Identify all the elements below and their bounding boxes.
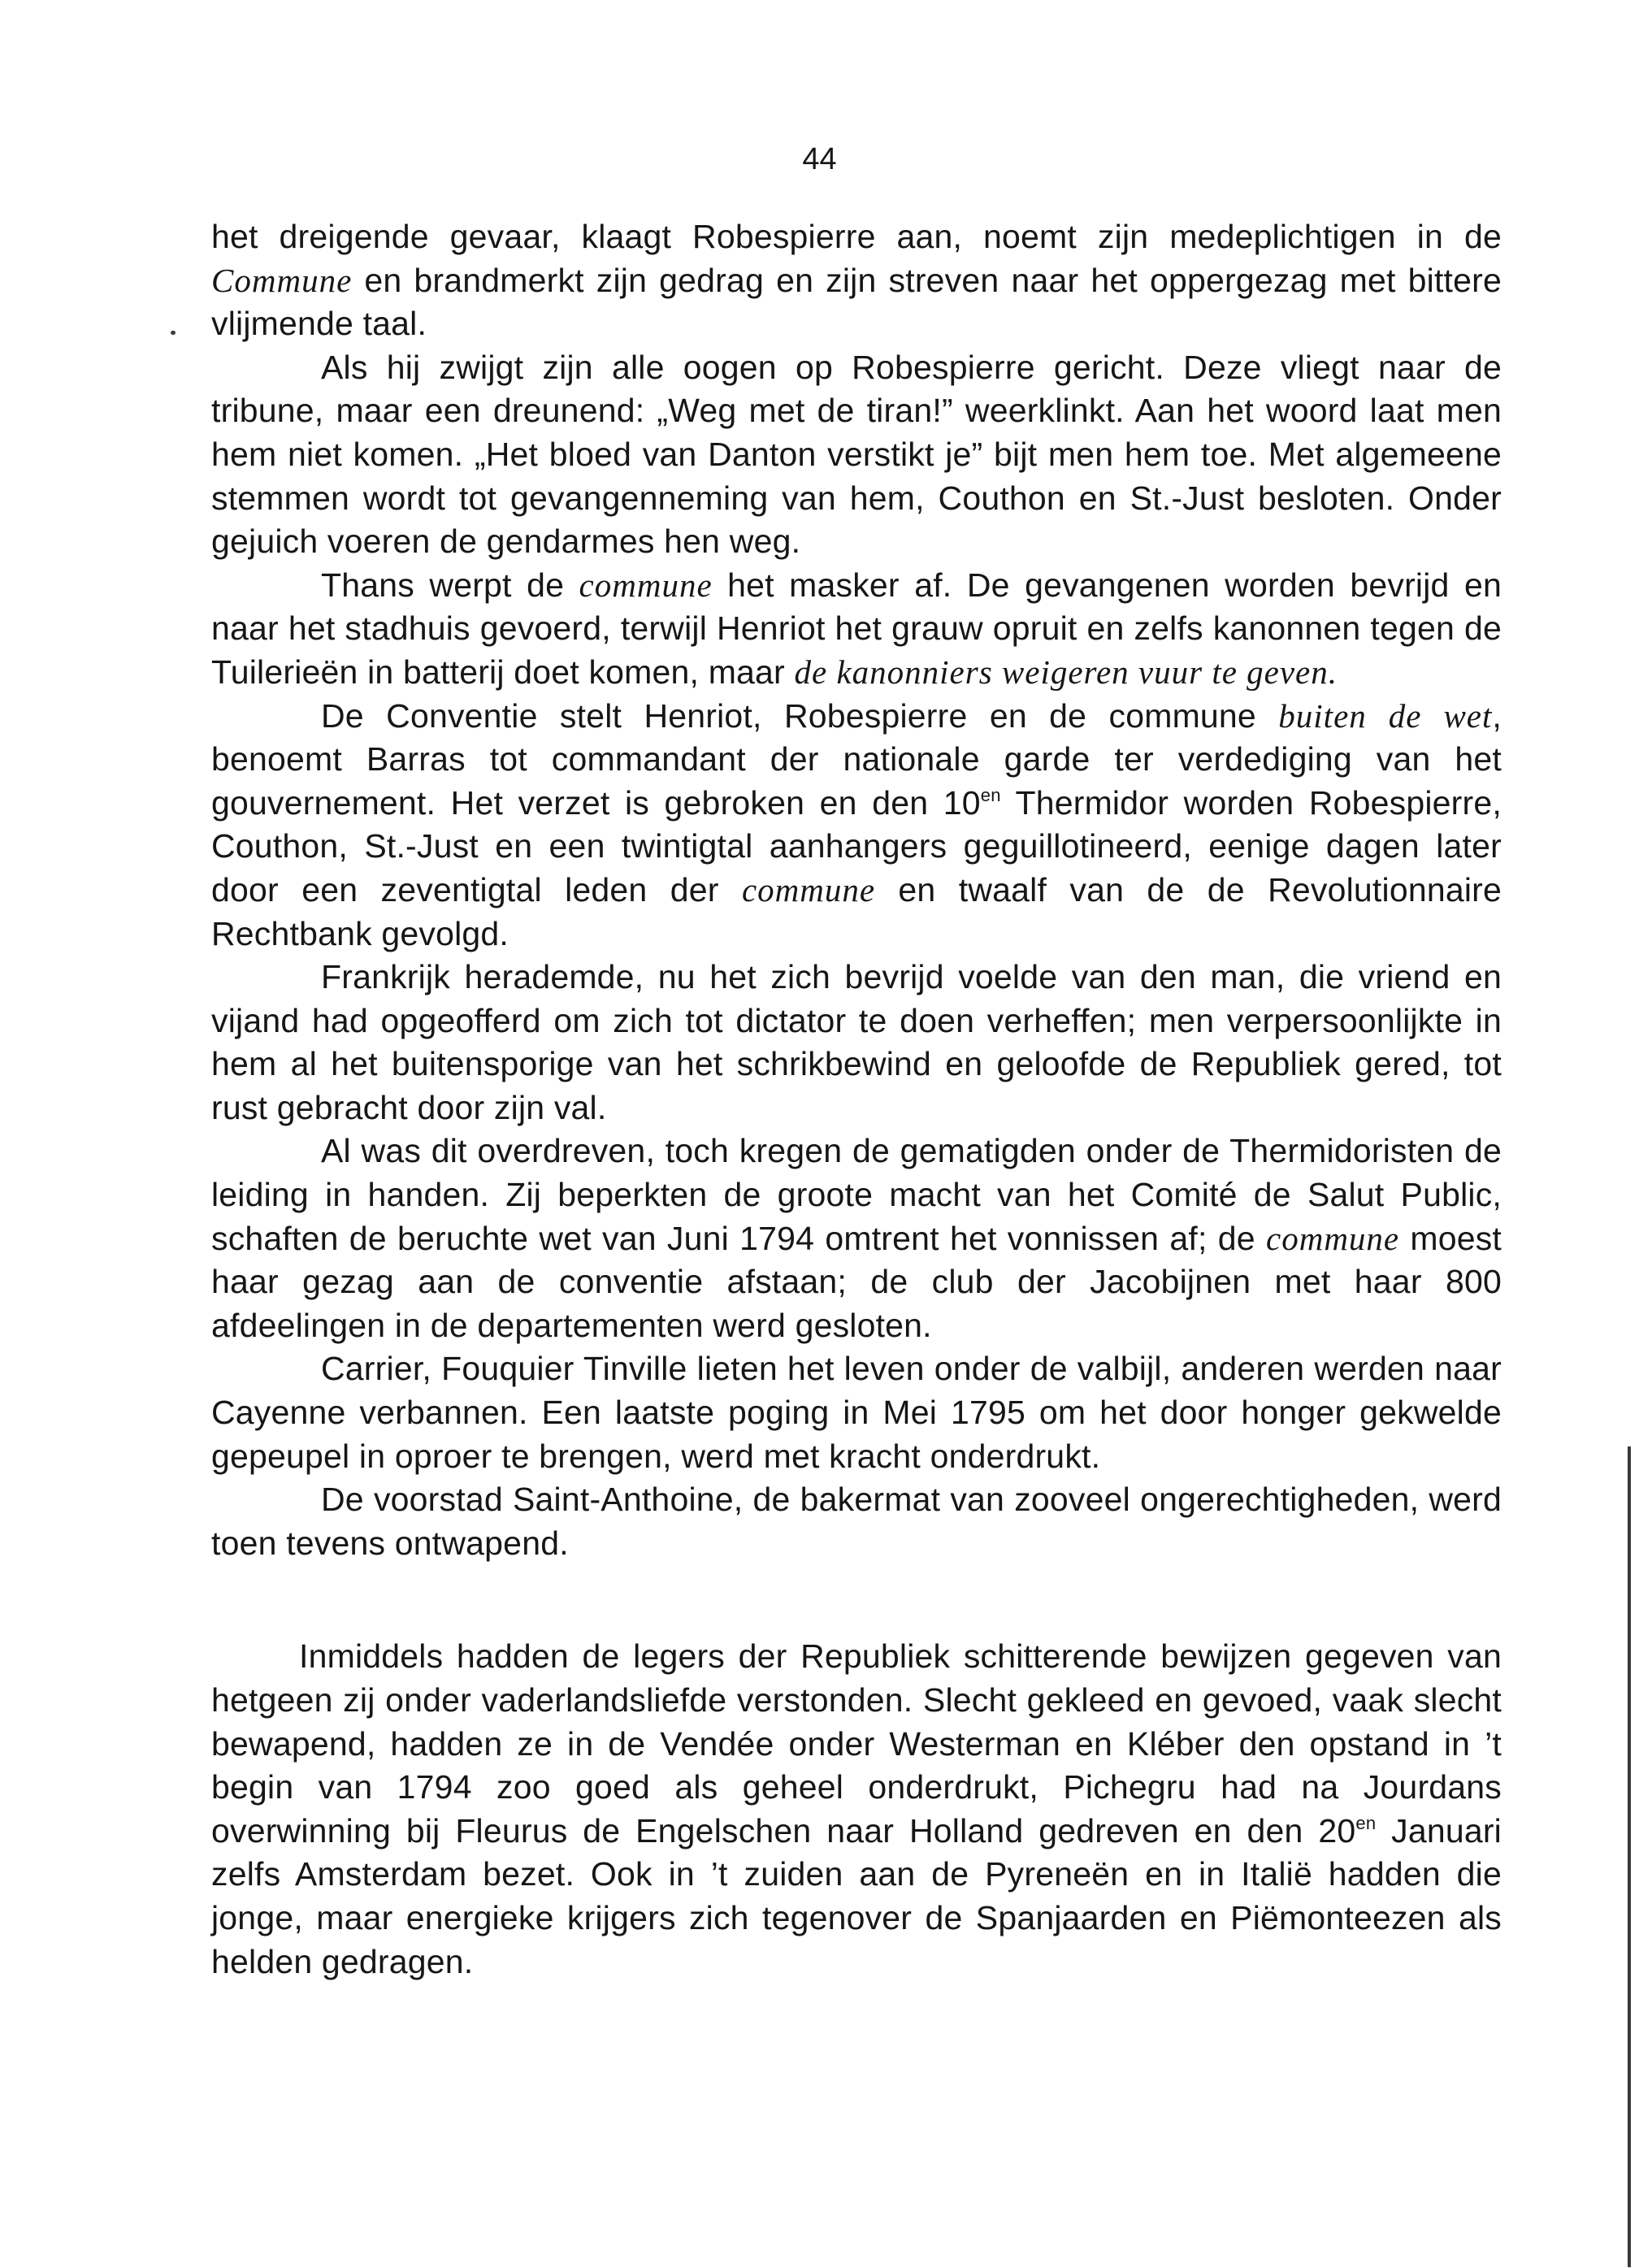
italic-term: commune [579,566,713,604]
paragraph-7 [211,1347,1502,1478]
text-run: Al was dit overdreven, toch kregen de gematigden onder de Thermidoristen de leiding in handen. Zij beperkten de groote macht van het Comité de Salut Public, schaften de beruchte wet van Juni 1794 omtrent het vonnissen af; de [211,1132,1502,1257]
text-run: Carrier, Fouquier Tinville lieten het leven onder de valbijl, anderen werden naar Cayenne verbannen. Een laatste poging in Mei 1795 om het door honger gekwelde gepeupel in oproer te brengen, werd met kracht onderdrukt. [211,1350,1502,1475]
text-run: Januari zelfs Amsterdam bezet. Ook in ’t zuiden aan de Pyreneën en in Italië hadden die jonge, maar energieke krijgers zich tegenover de Spanjaarden en Piëmonteezen als helden gedragen. [211,1811,1502,1980]
italic-term: commune [741,870,876,909]
italic-phrase: buiten de wet [1278,696,1493,735]
text-run: De voorstad Saint-Anthoine, de bakermat van zooveel ongerechtigheden, werd toen tevens ontwapend. [211,1481,1502,1562]
paragraph-1 [211,215,1502,346]
text-run: moest haar gezag aan de conventie afstaan; de club der Jacobijnen met haar 800 afdeelingen in de departementen werd gesloten. [211,1219,1502,1344]
italic-phrase: de kanonniers weigeren vuur te geven. [794,653,1338,691]
text-run: Thermidor worden Robespierre, Couthon, St.-Just en een twintigtal aanhangers geguillotineerd, eenige dagen later door een zeventigtal leden der [211,783,1502,909]
body-text [211,215,1502,1984]
italic-term: commune [1266,1219,1400,1257]
paragraph-9 [211,1635,1502,1984]
text-run: Frankrijk herademde, nu het zich bevrijd voelde van den man, die vriend en vijand had opgeofferd om zich tot dictator te doen verheffen; men verpersoonlijkte in hem al het buitensporige van het schrikbewind en geloofde de Republiek gered, tot rust gebracht door zijn val. [211,958,1502,1126]
text-run: Als hij zwijgt zijn alle oogen op Robespierre gericht. Deze vliegt naar de tribune, maar een dreunend: „Weg met de tiran!” weerklinkt. Aan het woord laat men hem niet komen. „Het bloed van Danton verstikt je” bijt men hem toe. Met algemeene stemmen wordt tot gevangenneming van hem, Couthon en St.-Just besloten. Onder gejuich voeren de gendarmes hen weg. [211,348,1502,561]
text-run: , benoemt Barras tot commandant der nationale garde ter verdediging van het gouvernement. Het verzet is gebroken en den 10 [211,696,1502,822]
superscript: en [1355,1812,1377,1833]
text-run: en brandmerkt zijn gedrag en zijn streven naar het oppergezag met bittere vlijmende taal. [211,261,1502,343]
paragraph-8 [211,1478,1502,1565]
text-run: Thans werpt de [321,566,579,604]
text-run: De Conventie stelt Henriot, Robespierre en de commune [321,696,1279,735]
text-run: Inmiddels hadden de legers der Republiek schitterende bewijzen gegeven van hetgeen zij onder vaderlandsliefde verstonden. Slecht gekleed en gevoed, vaak slecht bewapend, hadden ze in de Vendée onder Westerman en Kléber den opstand in ’t begin van 1794 zoo goed als geheel onderdrukt, Pichegru had na Jourdans overwinning bij Fleurus de Engelschen naar Holland gedreven en den 20 [211,1637,1502,1850]
text-run: het masker af. De gevangenen worden bevrijd en naar het stadhuis gevoerd, terwijl Henriot het grauw opruit en zelfs kanonnen tegen de Tuilerieën in batterij doet komen, maar [211,566,1502,691]
paragraph-2 [211,346,1502,564]
paragraph-6 [211,1130,1502,1347]
paragraph-4 [211,695,1502,956]
page-number: 44 [802,142,837,176]
paragraph-3 [211,564,1502,695]
text-run: en twaalf van de de Revolutionnaire Rechtbank gevolgd. [211,870,1502,952]
paragraph-5 [211,956,1502,1130]
scan-edge-line [1628,1446,1631,2267]
scan-speck [171,331,176,335]
italic-term: Commune [211,261,353,299]
text-run: het dreigende gevaar, klaagt Robespierre aan, noemt zijn medeplichtigen in de [211,218,1502,255]
superscript: en [980,784,1001,805]
